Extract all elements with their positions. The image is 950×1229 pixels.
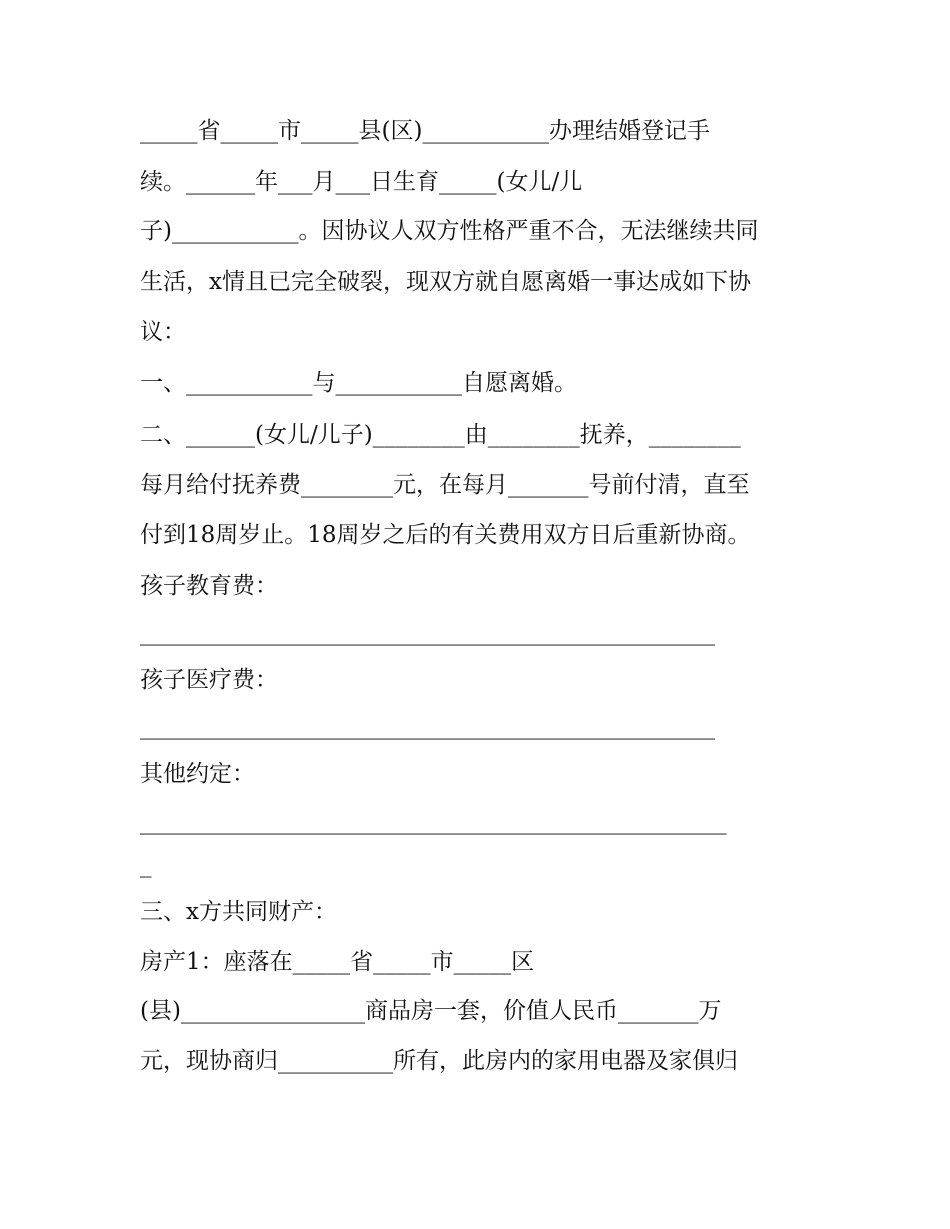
text-line: 三、x方共同财产： [140,899,337,925]
fill-blank-line: __________________________________________________ [140,714,715,740]
text-line: 议： [140,319,186,345]
text-line: _____省_____市_____县(区)___________办理结婚登记手 [140,118,710,144]
text-line: 子)___________。因协议人双方性格严重不合，无法继续共同 [140,218,759,244]
text-line: 付到18周岁止。18周岁之后的有关费用双方日后重新协商。 [140,522,751,548]
text-line: 孩子教育费： [140,573,278,599]
text-line: 二、______(女儿/儿子)________由________抚养，________ [140,422,741,448]
text-line: 续。______年___月___日生育_____(女儿/儿 [140,169,583,195]
text-line: 元，现协商归__________所有，此房内的家用电器及家俱归 [140,1048,738,1074]
text-line: (县)________________商品房一套，价值人民币_______万 [140,998,722,1024]
text-line: 生活，x情且已完全破裂，现双方就自愿离婚一事达成如下协 [140,269,751,295]
fill-blank-line: __________________________________________________ [140,620,715,646]
text-line: 房产1：座落在_____省_____市_____区 [140,949,535,975]
text-line: 孩子医疗费： [140,667,278,693]
text-line: 其他约定： [140,761,255,787]
fill-blank-line: ___________________________________________________ [140,809,727,835]
text-line: 一、___________与___________自愿离婚。 [140,370,577,396]
fill-blank-line: _ [140,852,152,878]
text-line: 每月给付抚养费________元，在每月_______号前付清，直至 [140,472,750,498]
